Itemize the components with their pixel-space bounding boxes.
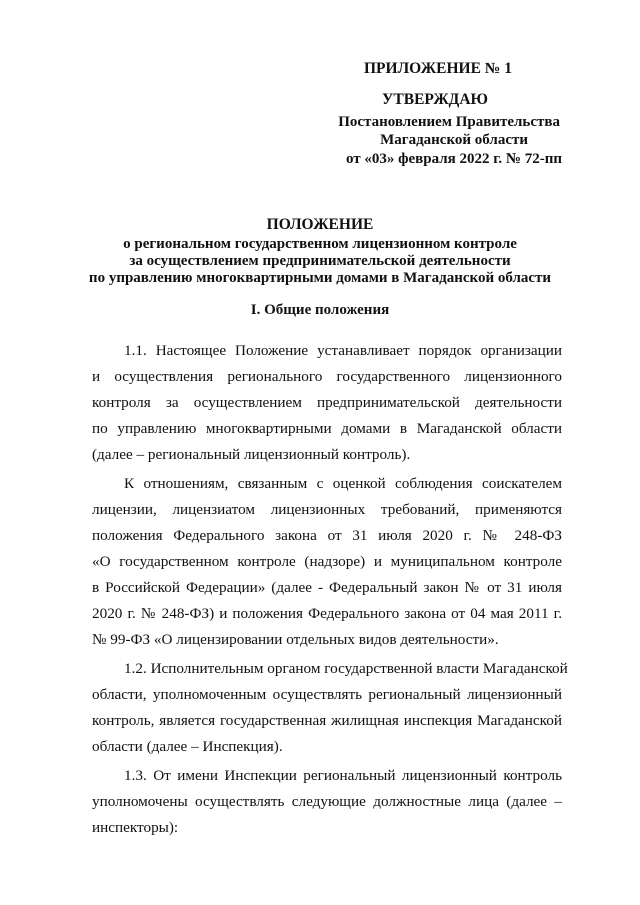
- approve-label: УТВЕРЖДАЮ: [382, 91, 488, 108]
- paragraph-1-2-line: области, уполномоченным осуществлять региональный лицензионный: [92, 686, 562, 703]
- approved-by-line-2: Магаданской области: [380, 132, 528, 148]
- paragraph-1-2-line: 1.2. Исполнительным органом государственной власти Магаданской: [124, 660, 568, 677]
- paragraph-relations-line: лицензии, лицензиатом лицензионных требований, применяются: [92, 501, 562, 518]
- paragraph-1-3-line: инспекторы):: [92, 819, 179, 836]
- paragraph-relations-line: 2020 г. № 248-ФЗ) и положения Федерального закона от 04 мая 2011 г.: [92, 605, 562, 622]
- paragraph-1-1-line: (далее – региональный лицензионный контроль).: [92, 446, 411, 463]
- paragraph-relations-line: «О государственном контроле (надзоре) и муниципальном контроле: [92, 553, 562, 570]
- paragraph-1-1-line: 1.1. Настоящее Положение устанавливает порядок организации: [124, 342, 562, 359]
- paragraph-1-1-line: по управлению многоквартирными домами в Магаданской области: [92, 420, 562, 437]
- section-heading: I. Общие положения: [250, 302, 390, 318]
- paragraph-1-1-line: контроля за осуществлением предпринимательской деятельности: [92, 394, 562, 411]
- document-subtitle-line-2: за осуществлением предпринимательской деятельности: [129, 253, 511, 269]
- document-title: ПОЛОЖЕНИЕ: [266, 216, 374, 233]
- paragraph-relations-line: в Российской Федерации» (далее - Федеральный закон № от 31 июля: [92, 579, 562, 596]
- approved-by-line-1: Постановлением Правительства: [338, 114, 560, 130]
- appendix-label: ПРИЛОЖЕНИЕ № 1: [364, 60, 512, 77]
- paragraph-1-3-line: 1.3. От имени Инспекции региональный лицензионный контроль: [124, 767, 562, 784]
- paragraph-relations-line: положения Федерального закона от 31 июля 2020 г. № 248-ФЗ: [92, 527, 562, 544]
- paragraph-1-3-line: уполномочены осуществлять следующие должностные лица (далее –: [92, 793, 562, 810]
- paragraph-relations-line: № 99-ФЗ «О лицензировании отдельных видов деятельности».: [92, 631, 499, 648]
- paragraph-1-2-line: области (далее – Инспекция).: [92, 738, 283, 755]
- paragraph-relations-line: К отношениям, связанным с оценкой соблюдения соискателем: [124, 475, 562, 492]
- paragraph-1-1-line: и осуществления регионального государственного лицензионного: [92, 368, 562, 385]
- document-subtitle-line-3: по управлению многоквартирными домами в Магаданской области: [88, 270, 552, 286]
- approved-date: от «03» февраля 2022 г. № 72-пп: [345, 151, 562, 167]
- paragraph-1-2-line: контроль, является государственная жилищная инспекция Магаданской: [92, 712, 562, 729]
- document-subtitle-line-1: о региональном государственном лицензионном контроле: [123, 236, 517, 252]
